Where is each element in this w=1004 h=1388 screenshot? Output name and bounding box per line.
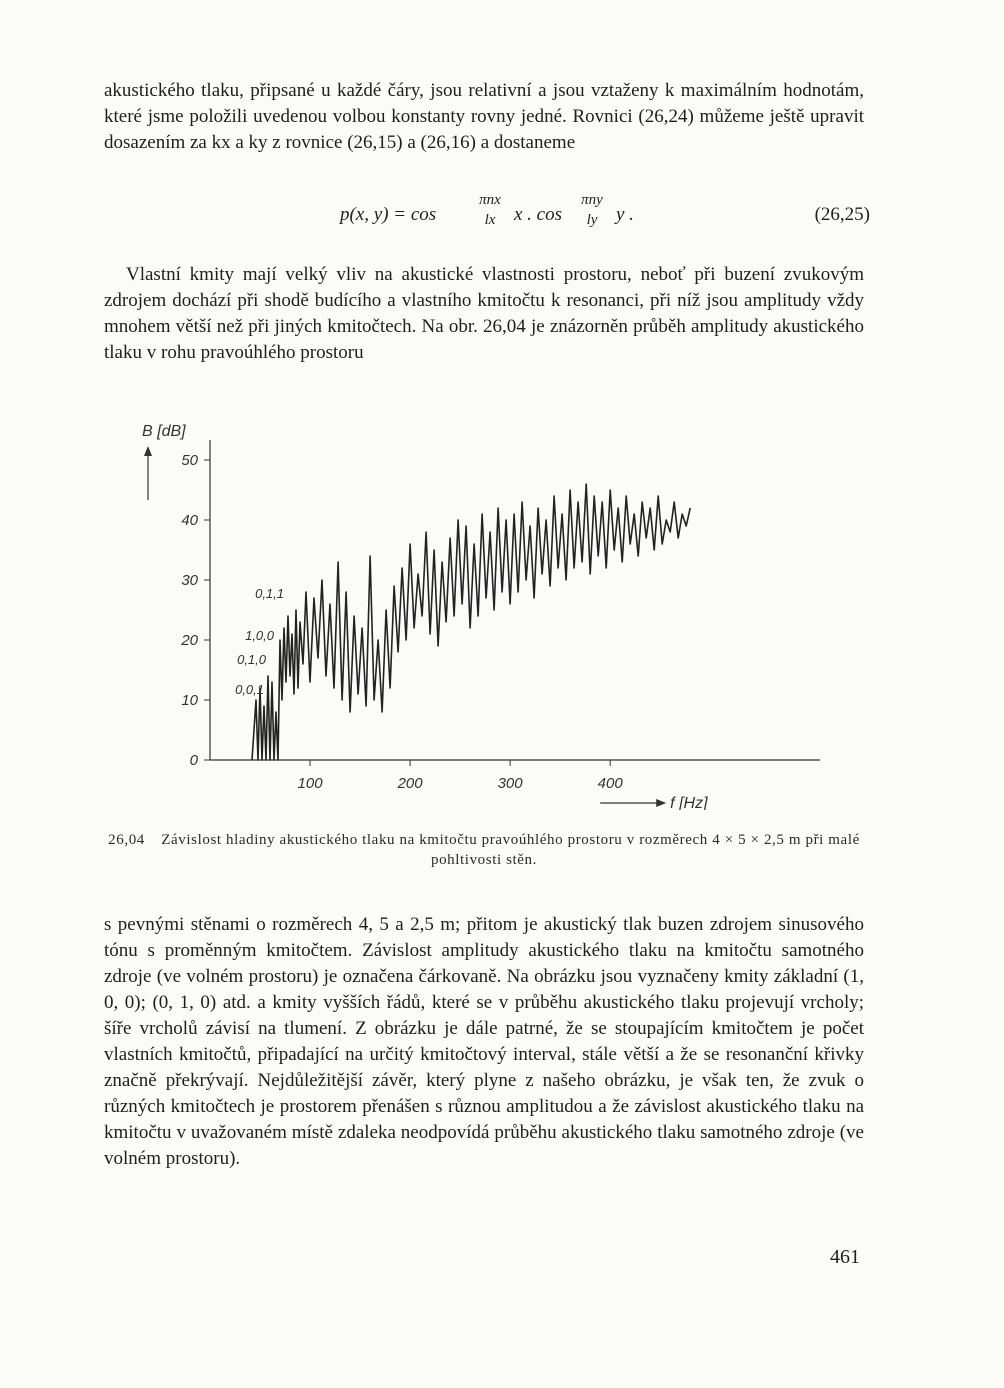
y-tick-label: 50 (181, 452, 198, 469)
y-tick-label: 40 (181, 512, 198, 529)
figure-caption (104, 830, 864, 870)
chart-axis-labels (142, 423, 708, 810)
mode-label: 1,0,0 (245, 628, 275, 643)
fraction-y-numerator: πny (581, 192, 603, 208)
y-tick-label: 10 (181, 692, 198, 709)
page-number: 461 (830, 1246, 860, 1268)
paragraph-middle: Vlastní kmity mají velký vliv na akustické vlastnosti prostoru, neboť při buzení zvukovým zdrojem dochází při shodě budícího a vlastního kmitočtu k resonanci, při níž jsou amplitudy vždy mnohem větší než při jiných kmitočtech. Na obr. 26,04 je znázorněn průběh amplitudy akustického tlaku v rohu pravoúhlého prostoru (104, 264, 864, 363)
series-line (252, 484, 690, 760)
frequency-response-chart (120, 400, 840, 810)
chart-axes (210, 440, 820, 760)
chart-ticks (180, 452, 623, 792)
x-tick-label: 100 (297, 775, 323, 792)
figure-caption-text: Závislost hladiny akustického tlaku na kmitočtu pravoúhlého prostoru v rozměrech 4 × 5 × 2,5 m při malé pohltivosti stěn. (161, 832, 860, 868)
mode-label: 0,1,1 (255, 586, 285, 601)
fraction-x-numerator: πnx (479, 192, 501, 208)
x-tick-label: 200 (397, 775, 423, 792)
y-tick-label: 0 (189, 752, 198, 769)
mode-label: 0,0,1 (235, 682, 265, 697)
paragraph-top: akustického tlaku, připsané u každé čáry, jsou relativní a jsou vztaženy k maximálním hodnotám, které jsme položili uvedenou volbou konstanty rovny jedné. Rovnici (26,24) můžeme ještě upravit dosazením za kx a ky z rovnice (26,15) a (26,16) a dostaneme (104, 80, 864, 153)
equation-tail: y . (616, 204, 634, 225)
equation-fraction-x (470, 192, 510, 228)
equation-fraction-y (572, 192, 612, 228)
y-axis-title: B [dB] (142, 423, 186, 440)
x-tick-label: 400 (597, 775, 623, 792)
mode-label: 0,1,0 (237, 652, 267, 667)
y-tick-label: 20 (181, 632, 198, 649)
chart-series (252, 484, 690, 760)
paragraph-bottom: s pevnými stěnami o rozměrech 4, 5 a 2,5 m; přitom je akustický tlak buzen zdrojem sinusového tónu s proměnným kmitočtem. Závislost amplitudy akustického tlaku na kmitočtu samotného zdroje (ve volném prostoru) je označena čárkovaně. Na obrázku jsou vyznačeny kmity základní (1, 0, 0); (0, 1, 0) atd. a kmity vyšších řádů, které se v průběhu akustického tlaku projevují vrcholy; šíře vrcholů závisí na tlumení. Z obrázku je dále patrné, že se stoupajícím kmitočtem je počet vlastních kmitočtů, připadající na určitý kmitočtový interval, stále větší a že se resonanční křivky značně překrývají. Nejdůležitější závěr, který plyne z našeho obrázku, je však ten, že zvuk o různých kmitočtech je prostorem přenášen s různou amplitudou a že závislost akustického tlaku na kmitočtu v uvažovaném místě zdaleka neodpovídá průběhu akustického tlaku samotného zdroje (ve volném prostoru). (104, 914, 864, 1169)
x-axis-title: f [Hz] (670, 795, 708, 810)
fraction-x-denominator: lx (484, 212, 496, 228)
equation-lhs: p(x, y) = cos (340, 204, 437, 225)
equation-number: (26,25) (814, 204, 870, 225)
y-tick-label: 30 (181, 572, 198, 589)
equation-26-25 (340, 192, 870, 256)
fraction-y-denominator: ly (586, 212, 598, 228)
x-axis-arrowhead (656, 799, 666, 807)
chart-mode-labels (235, 586, 284, 697)
y-axis-arrowhead (144, 446, 152, 456)
equation-mid: x . cos (514, 204, 563, 225)
figure-number: 26,04 (108, 832, 145, 848)
x-tick-label: 300 (497, 775, 523, 792)
